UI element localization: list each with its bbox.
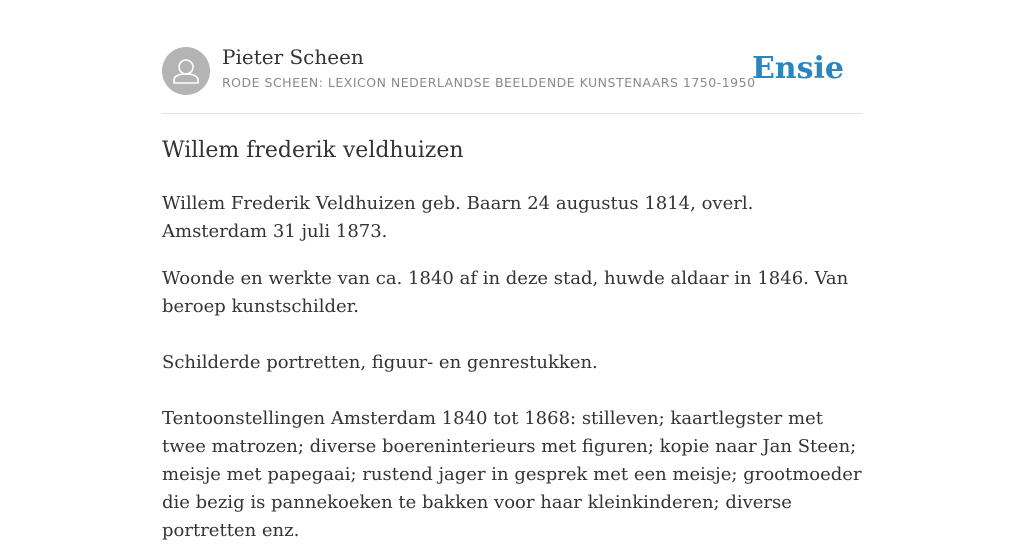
article-title: Willem frederik veldhuizen	[162, 138, 464, 163]
article-header	[162, 0, 862, 114]
article-paragraph: Woonde en werkte van ca. 1840 af in deze stad, huwde aldaar in 1846. Van beroep kunstschilder.	[162, 268, 849, 317]
article-page	[162, 0, 862, 541]
author-name[interactable]: Pieter Scheen	[222, 45, 364, 69]
author-source[interactable]: RODE SCHEEN: LEXICON NEDERLANDSE BEELDENDE KUNSTENAARS 1750-1950	[222, 75, 756, 90]
user-icon	[162, 47, 210, 95]
author-avatar[interactable]	[162, 47, 210, 95]
article-paragraph: Willem Frederik Veldhuizen geb. Baarn 24 augustus 1814, overl. Amsterdam 31 juli 1873.	[162, 193, 754, 242]
article-paragraph: Schilderde portretten, figuur- en genrestukken.	[162, 352, 598, 373]
article-body	[162, 190, 862, 545]
article-paragraph: Tentoonstellingen Amsterdam 1840 tot 1868: stilleven; kaartlegster met twee matrozen; diverse boereninterieurs met figuren; kopie naar Jan Steen; meisje met papegaai; rustend jager in gesprek met een meisje; grootmoeder die bezig is pannekoeken te bakken voor haar kleinkinderen; diverse portretten enz.	[162, 408, 862, 541]
ensie-logo[interactable]: Ensie	[751, 51, 844, 86]
